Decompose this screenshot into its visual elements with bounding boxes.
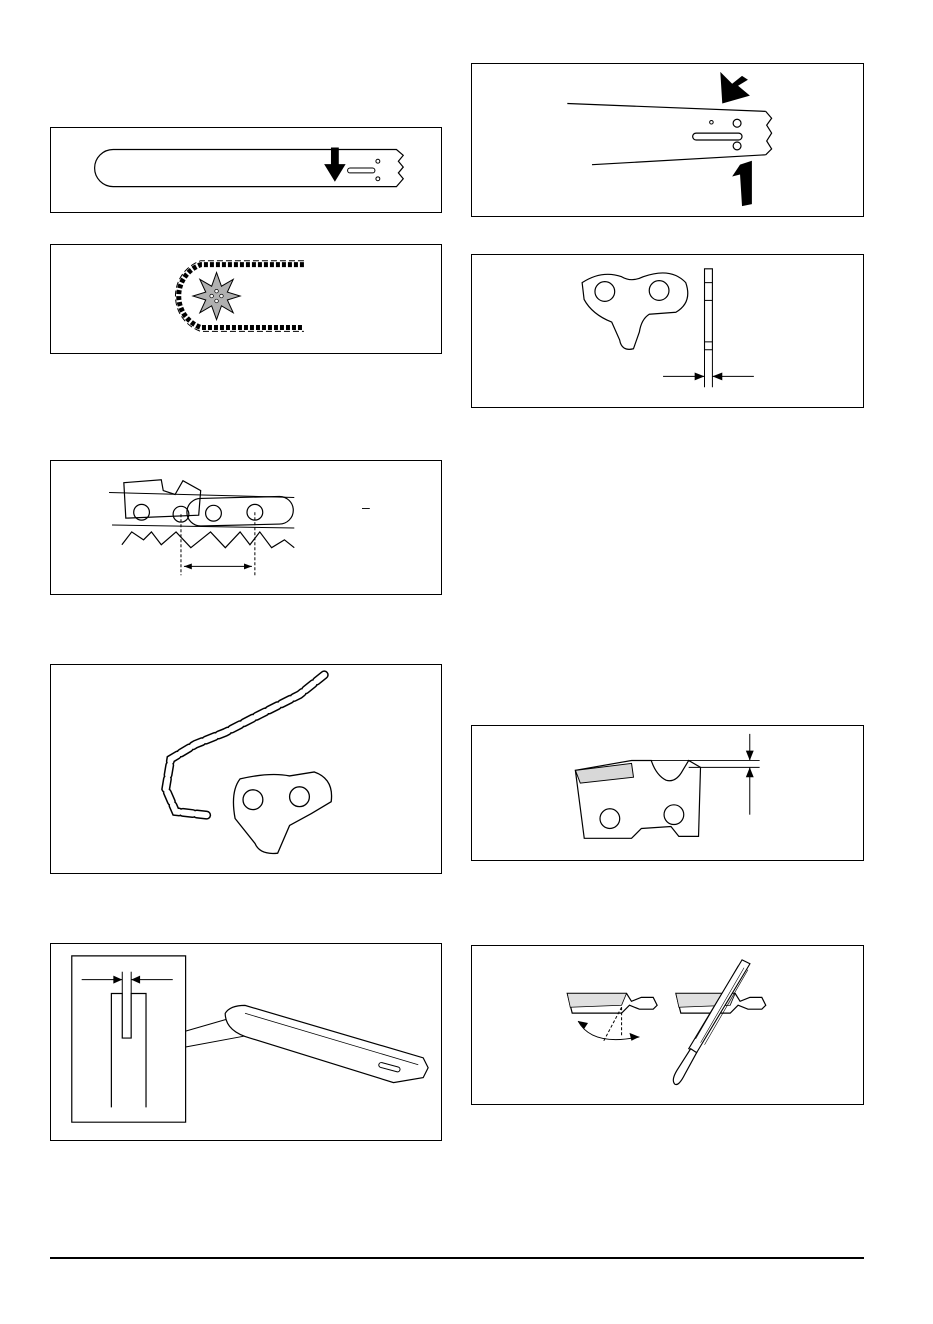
- figure-bar-groove: [50, 943, 442, 1141]
- figure-file-angle: [471, 945, 864, 1105]
- figure-bar-holes: [471, 63, 864, 217]
- figure-drive-sprocket: [50, 244, 442, 354]
- chain-pitch-measure-icon: [51, 461, 441, 594]
- cutter-depth-gauge-icon: [472, 726, 863, 860]
- footer-rule: [50, 1257, 864, 1259]
- figure-drive-link-gauge: [471, 254, 864, 408]
- chain-on-sprocket-icon: [51, 245, 441, 353]
- pitch-label: –: [362, 499, 370, 515]
- figure-depth-gauge: [471, 725, 864, 861]
- guide-bar-with-arrow-icon: [51, 128, 441, 212]
- figure-chain-loop: [50, 664, 442, 874]
- bar-groove-width-icon: [51, 944, 441, 1140]
- cutter-filing-angle-icon: [472, 946, 863, 1104]
- bar-lubrication-holes-icon: [472, 64, 863, 216]
- figure-chain-pitch: [50, 460, 442, 595]
- figure-guide-bar-mark: [50, 127, 442, 213]
- chain-loop-drive-link-icon: [51, 665, 441, 873]
- drive-link-thickness-icon: [472, 255, 863, 407]
